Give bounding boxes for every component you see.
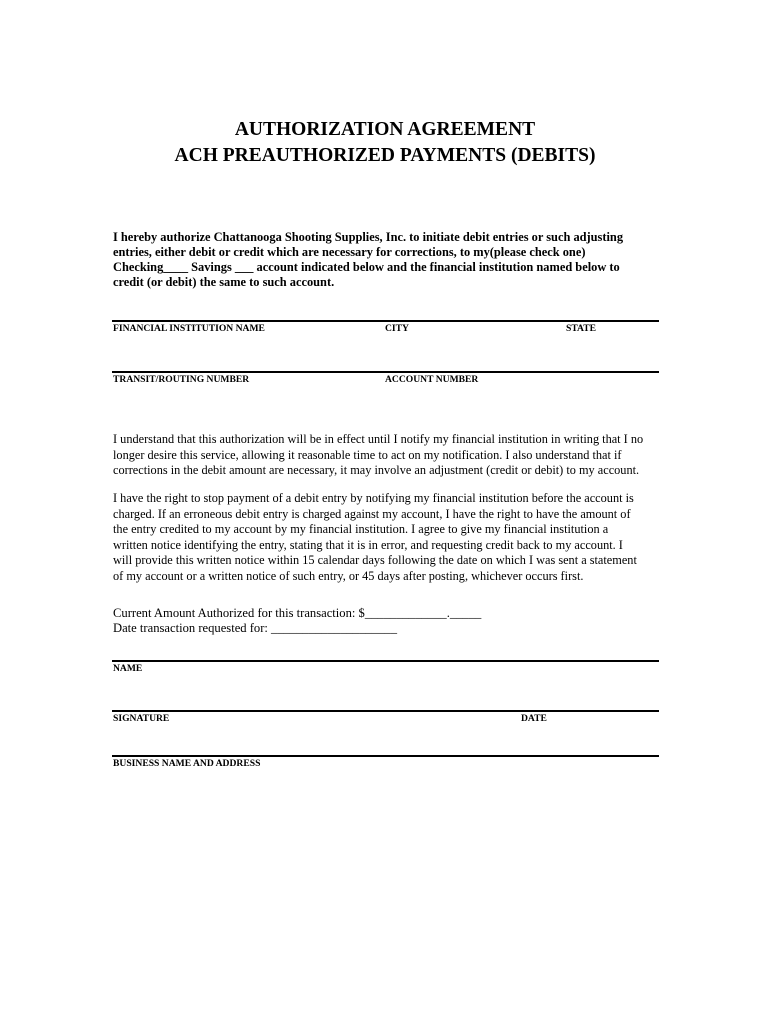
authorization-line: entries, either debit or credit which are necessary for corrections, to my(please check one) (113, 245, 586, 259)
amount-authorized-field[interactable]: Current Amount Authorized for this transaction: $_____________._____ (113, 606, 482, 620)
business-field-line[interactable] (112, 755, 659, 757)
terms-line: corrections in the debit amount are necessary, it may involve an adjustment (credit or debit) to my account. (113, 463, 640, 477)
institution-name-label: FINANCIAL INSTITUTION NAME (113, 323, 265, 334)
date-label: DATE (521, 713, 547, 724)
terms-line: longer desire this service, allowing it reasonable time to act on my notification. I also understand that if (113, 447, 622, 462)
city-label: CITY (385, 323, 409, 334)
routing-field-line[interactable] (112, 371, 659, 373)
account-number-label: ACCOUNT NUMBER (385, 374, 479, 385)
terms-line: I have the right to stop payment of a debit entry by notifying my financial institution before the account is (113, 491, 634, 505)
terms-line: written notice identifying the entry, stating that it is in error, and requesting credit back to my account. I (113, 537, 623, 552)
state-label: STATE (566, 323, 597, 334)
authorization-line: Checking____ Savings ___ account indicated below and the financial institution named below to (113, 260, 620, 274)
institution-field-line[interactable] (112, 320, 659, 322)
name-label: NAME (113, 663, 143, 674)
name-field-line[interactable] (112, 660, 659, 662)
terms-line: I understand that this authorization will be in effect until I notify my financial institution in writing that I no (113, 432, 644, 446)
routing-number-label: TRANSIT/ROUTING NUMBER (113, 374, 250, 385)
authorization-line: credit (or debit) the same to such account. (113, 275, 335, 289)
terms-line: of my account or a written notice of such entry, or 45 days after posting, whichever occurs first. (113, 568, 584, 583)
terms-line: will provide this written notice within 15 calendar days following the date on which I was sent a statement (113, 553, 637, 567)
terms-line: charged. If an erroneous debit entry is charged against my account, I have the right to have the amount of (113, 506, 631, 521)
authorization-line: I hereby authorize Chattanooga Shooting Supplies, Inc. to initiate debit entries or such adjusting (113, 230, 624, 244)
transaction-date-field[interactable]: Date transaction requested for: ____________________ (113, 621, 397, 635)
signature-label: SIGNATURE (113, 713, 170, 724)
signature-field-line[interactable] (112, 710, 659, 712)
form-title: AUTHORIZATION AGREEMENT (234, 119, 536, 140)
authorization-paragraph (113, 230, 673, 292)
terms-line: the entry credited to my account by my financial institution. I agree to give my financial institution a (113, 522, 609, 536)
form-subtitle: ACH PREAUTHORIZED PAYMENTS (DEBITS) (174, 145, 596, 166)
business-name-address-label: BUSINESS NAME AND ADDRESS (113, 758, 261, 769)
